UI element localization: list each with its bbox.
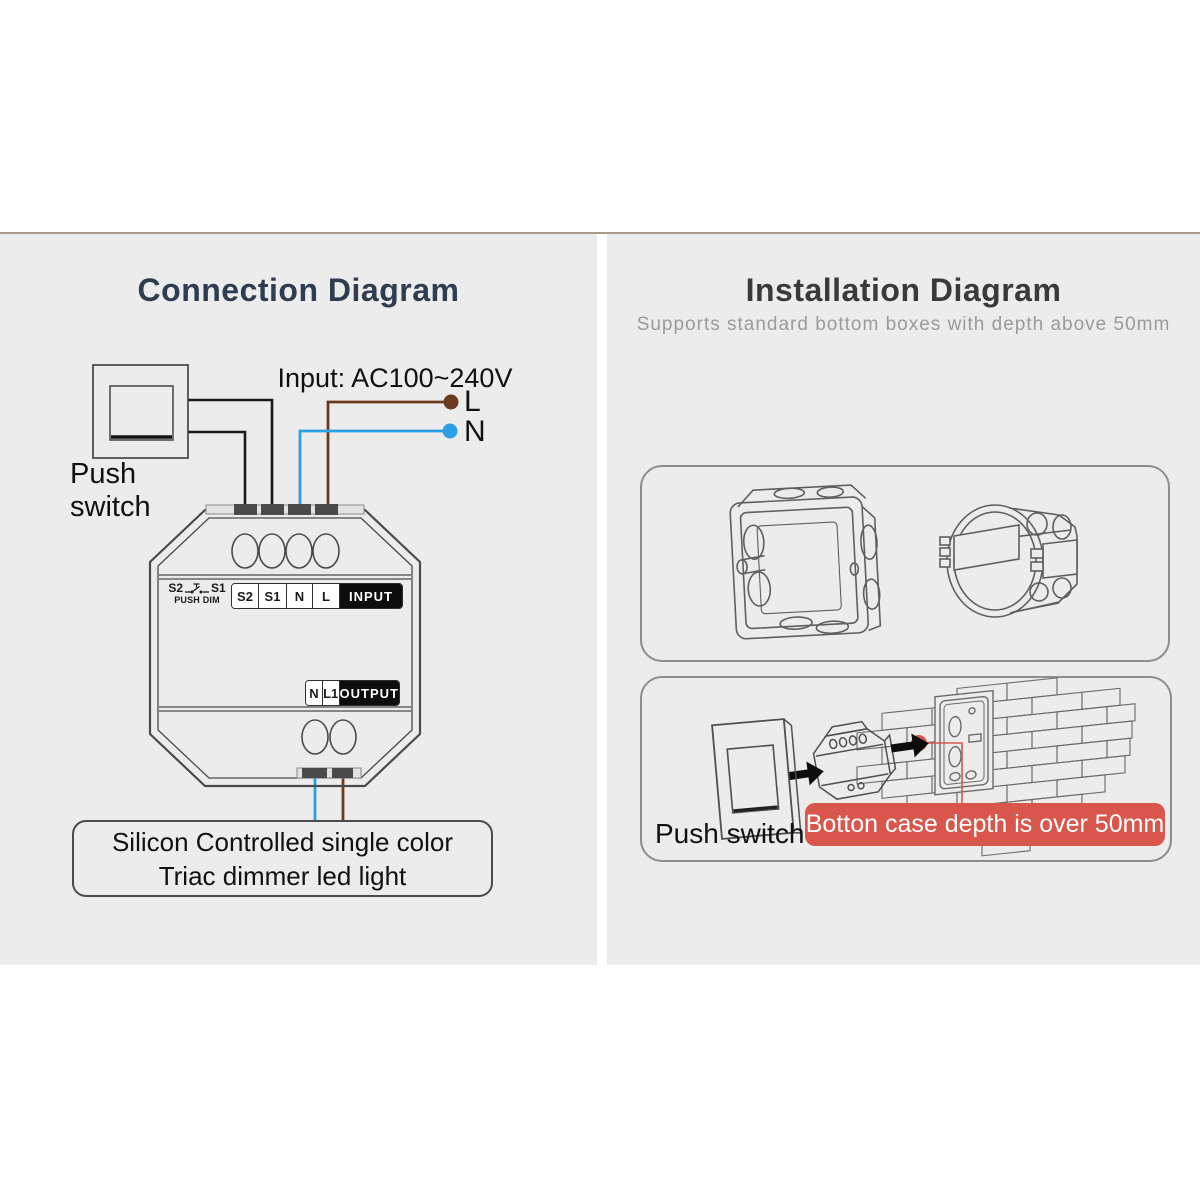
round-junction-box <box>940 505 1077 617</box>
input-terminal-s1: S1 <box>259 584 287 608</box>
load-label-line1: Silicon Controlled single color <box>111 826 454 857</box>
input-terminal-n: N <box>287 584 313 608</box>
input-terminal-strip <box>231 583 403 609</box>
input-badge: INPUT <box>340 584 402 608</box>
square-junction-box <box>729 484 882 639</box>
input-terminal-s2: S2 <box>232 584 259 608</box>
installation-diagram-art <box>607 234 1200 965</box>
bottom-terminal-slots <box>297 768 361 778</box>
push-switch-label-right: Push switch <box>655 818 805 849</box>
screw-holes <box>232 534 356 754</box>
top-terminal-slots <box>206 504 364 515</box>
push-dim-legend <box>162 581 232 605</box>
input-voltage-label: Input: AC100~240V <box>277 363 513 393</box>
output-badge: OUTPUT <box>340 681 399 705</box>
push-dim-label: PUSH DIM <box>174 595 220 605</box>
installation-diagram-title: Installation Diagram <box>745 272 1062 308</box>
connection-diagram-title: Connection Diagram <box>137 272 460 308</box>
installation-subtitle: Supports standard bottom boxes with depth above 50mm <box>636 314 1171 335</box>
neutral-wire <box>300 431 447 508</box>
output-terminal-strip <box>305 680 400 706</box>
legend-s1: S1 <box>211 581 226 595</box>
arrow-icon <box>890 731 931 760</box>
load-description-box <box>72 820 493 897</box>
live-wire <box>328 402 448 508</box>
neutral-label: N <box>464 415 486 448</box>
depth-note-badge: Botton case depth is over 50mm <box>805 803 1165 846</box>
output-terminal-n: N <box>306 681 323 705</box>
load-label-line2: Triac dimmer led light <box>158 860 407 891</box>
live-label: L <box>464 385 481 418</box>
push-switch-label: Push switch <box>70 458 151 523</box>
live-terminal-dot <box>444 395 459 410</box>
output-terminal-l1: L1 <box>323 681 340 705</box>
connection-diagram-panel <box>0 234 597 965</box>
installation-diagram-panel <box>607 234 1200 965</box>
input-terminal-l: L <box>313 584 340 608</box>
push-switch-drawing <box>93 365 188 458</box>
legend-s2: S2 <box>168 581 183 595</box>
neutral-terminal-dot <box>443 424 458 439</box>
push-switch-symbol-icon <box>185 582 209 595</box>
